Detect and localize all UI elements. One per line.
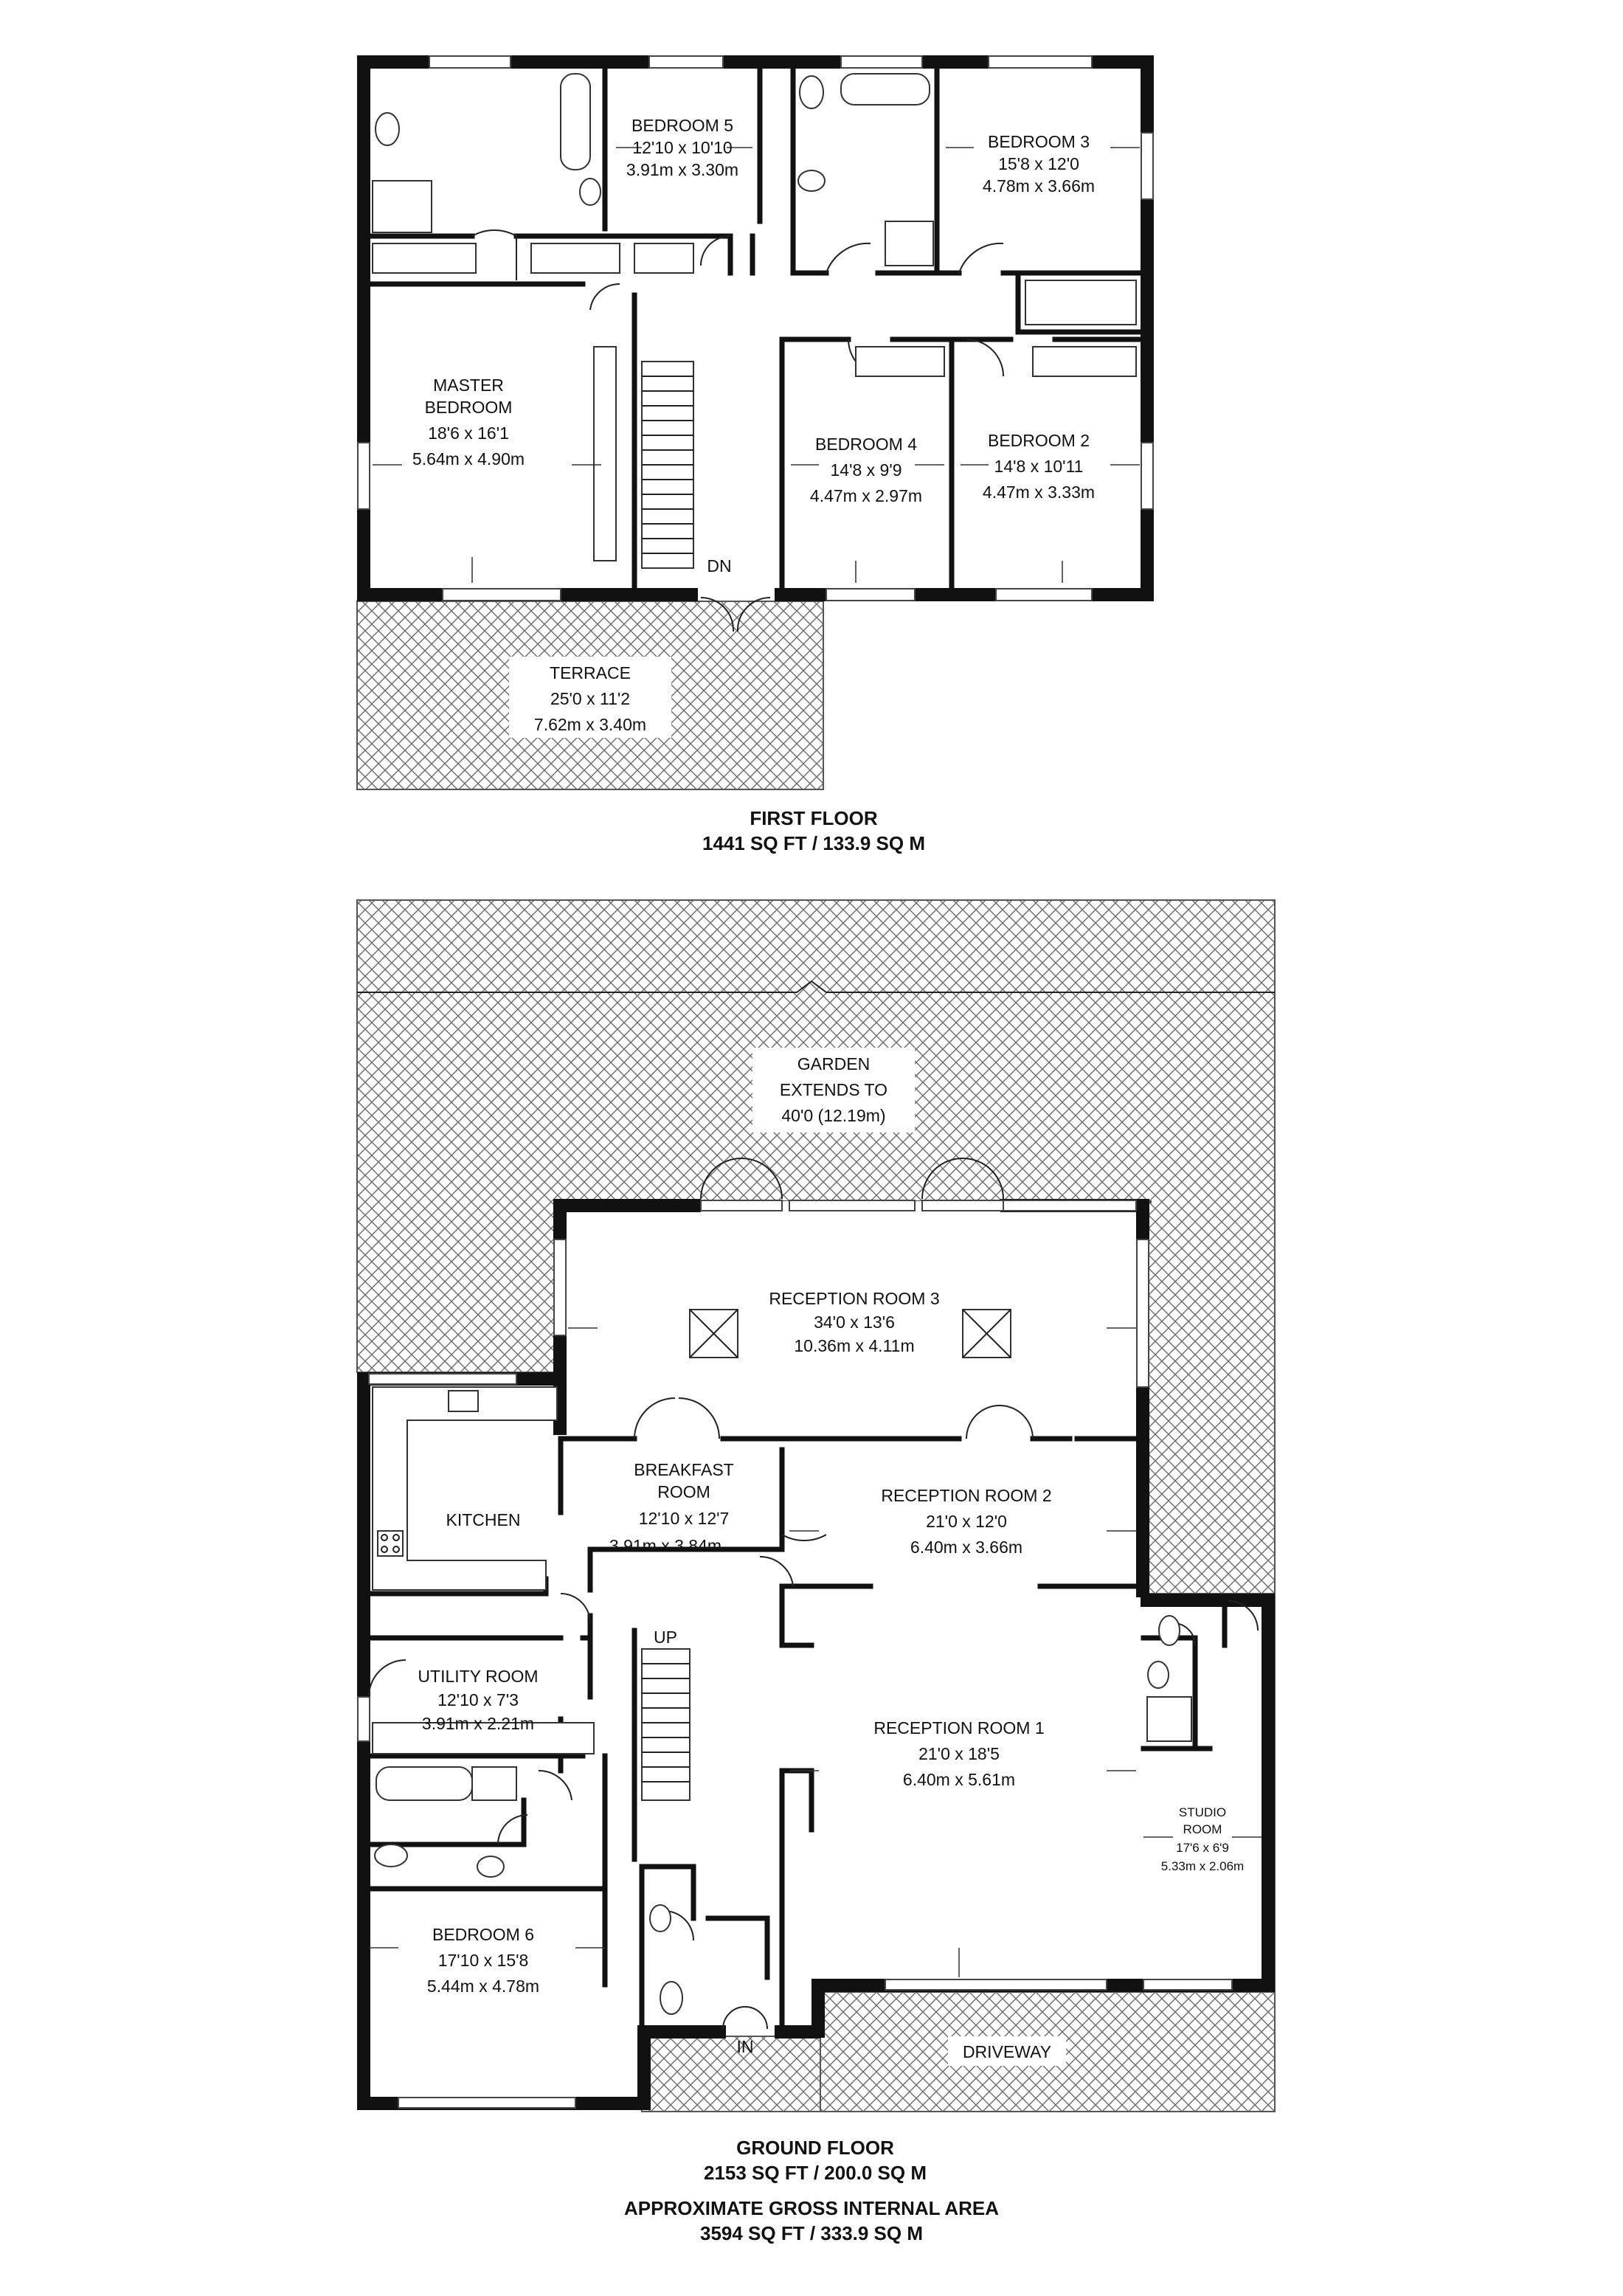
svg-text:BEDROOM: BEDROOM [424, 398, 513, 417]
svg-text:4.78m x 3.66m: 4.78m x 3.66m [982, 176, 1096, 196]
svg-text:BREAKFAST: BREAKFAST [634, 1460, 734, 1479]
ground-floor [357, 900, 1275, 2184]
svg-text:10.36m x 4.11m: 10.36m x 4.11m [794, 1336, 915, 1355]
room-bedroom6 [427, 1925, 539, 1996]
room-kitchen [446, 1510, 521, 1529]
shower-icon [885, 221, 933, 266]
svg-text:STUDIO: STUDIO [1178, 1805, 1227, 1819]
svg-text:4.47m x 3.33m: 4.47m x 3.33m [982, 483, 1096, 502]
svg-text:6.40m x 3.66m: 6.40m x 3.66m [910, 1538, 1023, 1557]
svg-text:25'0 x 11'2: 25'0 x 11'2 [550, 689, 631, 708]
svg-text:DRIVEWAY: DRIVEWAY [962, 2042, 1052, 2061]
ground-floor-staircase [642, 1628, 690, 1800]
svg-text:17'6 x 6'9: 17'6 x 6'9 [1176, 1841, 1229, 1855]
stairs-down-label: DN [707, 556, 732, 575]
room-bedroom3 [983, 132, 1095, 196]
area-terrace [509, 657, 671, 738]
first-floor-title: FIRST FLOOR [750, 807, 878, 829]
svg-text:BEDROOM 6: BEDROOM 6 [432, 1925, 535, 1944]
shower-icon [1147, 1697, 1191, 1741]
toilet-icon [660, 1982, 682, 2014]
toilet-icon [376, 113, 399, 145]
svg-text:7.62m x 3.40m: 7.62m x 3.40m [533, 715, 647, 734]
sink-icon [449, 1391, 478, 1411]
svg-text:17'10 x 15'8: 17'10 x 15'8 [437, 1951, 529, 1970]
svg-text:12'10 x 7'3: 12'10 x 7'3 [437, 1690, 519, 1709]
svg-text:5.64m x 4.90m: 5.64m x 4.90m [412, 449, 525, 468]
svg-text:BEDROOM 4: BEDROOM 4 [814, 435, 918, 454]
first-floor-dimension-marks [373, 148, 1140, 583]
toilet-icon [375, 1844, 407, 1867]
svg-text:BEDROOM 5: BEDROOM 5 [631, 116, 734, 135]
svg-text:RECEPTION ROOM 1: RECEPTION ROOM 1 [873, 1718, 1045, 1737]
svg-text:ROOM: ROOM [1183, 1822, 1222, 1836]
basin-icon [477, 1856, 504, 1877]
first-floor [357, 55, 1154, 854]
svg-text:EXTENDS TO: EXTENDS TO [779, 1080, 888, 1099]
area-driveway [948, 2036, 1066, 2066]
svg-text:BEDROOM 3: BEDROOM 3 [987, 132, 1090, 151]
room-bedroom2 [983, 431, 1095, 502]
basin-icon [798, 170, 825, 191]
stairs-up-label: UP [654, 1628, 677, 1647]
svg-text:BEDROOM 2: BEDROOM 2 [987, 431, 1090, 450]
first-floor-staircase [642, 362, 732, 575]
svg-text:KITCHEN: KITCHEN [446, 1510, 521, 1529]
svg-text:18'6 x 16'1: 18'6 x 16'1 [428, 423, 509, 443]
gross-area-title: APPROXIMATE GROSS INTERNAL AREA [623, 2197, 1000, 2219]
svg-text:14'8 x 10'11: 14'8 x 10'11 [994, 457, 1084, 476]
svg-text:21'0 x 12'0: 21'0 x 12'0 [926, 1512, 1007, 1531]
svg-text:3.91m x 3.30m: 3.91m x 3.30m [626, 160, 739, 179]
svg-text:GARDEN: GARDEN [797, 1054, 871, 1073]
toilet-icon [1159, 1616, 1180, 1645]
basin-icon [1148, 1662, 1169, 1688]
basin-icon [580, 179, 601, 205]
first-floor-area: 1441 SQ FT / 133.9 SQ M [702, 832, 926, 854]
ground-floor-title: GROUND FLOOR [736, 2137, 894, 2159]
svg-text:RECEPTION ROOM 3: RECEPTION ROOM 3 [769, 1289, 940, 1308]
bathtub-icon [841, 74, 930, 105]
bathtub-icon [376, 1767, 472, 1800]
svg-text:4.47m x 2.97m: 4.47m x 2.97m [809, 486, 923, 505]
ground-floor-area: 2153 SQ FT / 200.0 SQ M [703, 2162, 927, 2184]
svg-text:3.91m x 2.21m: 3.91m x 2.21m [421, 1714, 535, 1733]
room-bedroom5 [626, 116, 738, 179]
svg-text:TERRACE: TERRACE [550, 663, 631, 682]
svg-text:34'0 x 13'6: 34'0 x 13'6 [814, 1313, 895, 1332]
hob-icon [378, 1531, 403, 1556]
svg-text:14'8 x 9'9: 14'8 x 9'9 [830, 460, 902, 480]
bathtub-icon [561, 74, 590, 170]
svg-text:6.40m x 5.61m: 6.40m x 5.61m [902, 1770, 1016, 1789]
svg-text:UTILITY ROOM: UTILITY ROOM [418, 1667, 539, 1686]
room-master-bedroom [412, 376, 525, 468]
shower-icon [472, 1767, 516, 1800]
svg-text:21'0 x 18'5: 21'0 x 18'5 [918, 1744, 1000, 1763]
toilet-icon [800, 76, 823, 108]
basin-icon [650, 1905, 671, 1932]
area-garden [752, 1048, 915, 1133]
gross-area-value: 3594 SQ FT / 333.9 SQ M [699, 2222, 924, 2244]
entrance-label: IN [736, 2037, 754, 2056]
svg-text:12'10 x 12'7: 12'10 x 12'7 [638, 1509, 730, 1528]
svg-text:5.33m x 2.06m: 5.33m x 2.06m [1160, 1859, 1245, 1873]
room-bedroom4 [810, 435, 922, 505]
svg-text:15'8 x 12'0: 15'8 x 12'0 [998, 154, 1079, 173]
svg-text:3.91m x 3.84m: 3.91m x 3.84m [609, 1536, 722, 1555]
shower-icon [373, 181, 432, 232]
svg-text:RECEPTION ROOM 2: RECEPTION ROOM 2 [881, 1486, 1052, 1505]
svg-text:12'10 x 10'10: 12'10 x 10'10 [632, 138, 733, 157]
svg-text:MASTER: MASTER [433, 376, 504, 395]
svg-text:5.44m x 4.78m: 5.44m x 4.78m [426, 1977, 540, 1996]
svg-text:40'0 (12.19m): 40'0 (12.19m) [781, 1106, 886, 1125]
svg-text:ROOM: ROOM [657, 1482, 710, 1501]
